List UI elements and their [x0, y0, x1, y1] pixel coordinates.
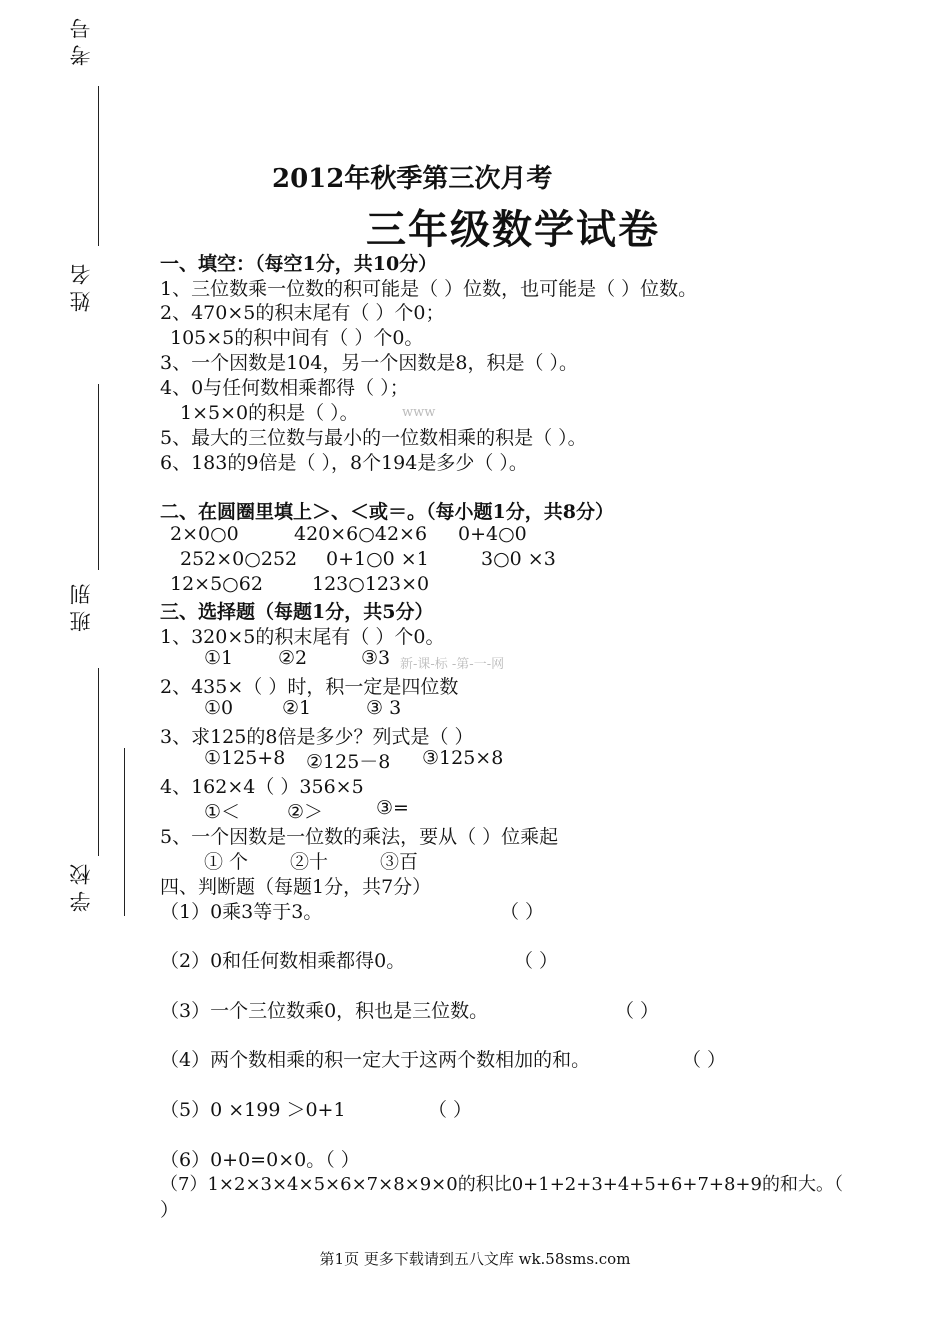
school-label: 学校 [69, 858, 93, 912]
s4-item-2-paren: （ ） [514, 950, 559, 972]
s1-line-3: 105×5的积中间有（ ）个0。 [170, 327, 424, 349]
section1-heading: 一、填空：（每空1分，共10分） [160, 253, 438, 275]
s3-q3-opt2: ②125－8 [306, 751, 391, 773]
s1-line-8: 6、183的9倍是（ ），8个194是多少（ ）。 [160, 452, 528, 474]
s4-item-2: （2）0和任何数相乘都得0。 [160, 950, 406, 972]
s3-q1-opt2: ②2 [278, 647, 308, 669]
s2-r3-c2: 123○123×0 [312, 573, 430, 595]
s4-item-5: （5）0 ×199 ＞0+1 [160, 1099, 346, 1121]
name-line [98, 384, 99, 570]
s3-q5-opt2: ②十 [290, 851, 329, 873]
s4-item-5-paren: （ ） [428, 1099, 473, 1121]
s3-q3-opt1: ①125+8 [204, 747, 286, 769]
s4-item-7-end: ） [160, 1199, 180, 1221]
s1-line-5: 4、0与任何数相乘都得（ ）； [160, 377, 409, 399]
s2-r3-c1: 12×5○62 [170, 573, 263, 595]
s3-q2-opt3: ③ 3 [366, 697, 402, 719]
exam-title: 2012年秋季第三次月考 [272, 164, 553, 194]
section2-heading: 二、在圆圈里填上＞、＜或＝。（每小题1分，共8分） [160, 501, 614, 523]
page-footer: 第1页 更多下载请到五八文库 wk.58sms.com [319, 1250, 631, 1268]
s3-q1-opt3: ③3 [361, 647, 391, 669]
watermark-www: www [402, 405, 436, 420]
s1-line-7: 5、最大的三位数与最小的一位数相乘的积是（ ）。 [160, 427, 587, 449]
s3-q2: 2、435×（ ）时，积一定是四位数 [160, 676, 459, 698]
s1-line-6: 1×5×0的积是（ ）。 [180, 402, 359, 424]
s1-line-4: 3、一个因数是104，另一个因数是8，积是（ ）。 [160, 352, 578, 374]
s3-q4: 4、162×4（ ）356×5 [160, 776, 364, 798]
s3-q5-opt3: ③百 [380, 851, 419, 873]
s2-r1-c2: 420×6○42×6 [294, 523, 428, 545]
s3-q4-opt3: ③= [376, 797, 409, 819]
s4-item-1: （1）0乘3等于3。 [160, 901, 323, 923]
margin-divider [124, 748, 125, 916]
s3-q5: 5、一个因数是一位数的乘法，要从（ ）位乘起 [160, 826, 559, 848]
s3-q4-opt2: ②＞ [287, 801, 324, 823]
s4-item-3: （3）一个三位数乘0，积也是三位数。 [160, 1000, 489, 1022]
paper-title: 三年级数学试卷 [366, 206, 660, 253]
s3-q2-opt1: ①0 [204, 697, 234, 719]
s4-item-1-paren: （ ） [500, 901, 545, 923]
s2-r2-c2: 0+1○0 ×1 [326, 548, 429, 570]
s1-line-2: 2、470×5的积末尾有（ ）个0； [160, 302, 445, 324]
class-line [98, 668, 99, 856]
watermark-xkb: 新-课-标 -第-一-网 [400, 657, 505, 672]
s1-line-1: 1、三位数乘一位数的积可能是（ ）位数，也可能是（ ）位数。 [160, 278, 698, 300]
section3-heading: 三、选择题（每题1分，共5分） [160, 601, 434, 623]
section4-heading: 四、判断题（每题1分，共7分） [160, 876, 432, 898]
s2-r2-c1: 252×0○252 [180, 548, 298, 570]
s4-item-3-paren: （ ） [615, 1000, 660, 1022]
exam-no-label: 考号 [69, 12, 93, 66]
s4-item-7: （7）1×2×3×4×5×6×7×8×9×0的积比0+1+2+3+4+5+6+7+8+9的和大。（ [160, 1174, 843, 1195]
s4-item-4-paren: （ ） [682, 1049, 727, 1071]
exam-no-line [98, 86, 99, 246]
s3-q3: 3、求125的8倍是多少？列式是（ ） [160, 726, 474, 748]
s3-q2-opt2: ②1 [282, 697, 312, 719]
s2-r1-c3: 0+4○0 [458, 523, 527, 545]
s2-r2-c3: 3○0 ×3 [481, 548, 556, 570]
s3-q4-opt1: ①＜ [204, 801, 241, 823]
s4-item-4: （4）两个数相乘的积一定大于这两个数相加的和。 [160, 1049, 591, 1071]
s3-q1-opt1: ①1 [204, 647, 234, 669]
s3-q3-opt3: ③125×8 [422, 747, 504, 769]
s3-q1: 1、320×5的积末尾有（ ）个0。 [160, 626, 445, 648]
name-label: 姓名 [69, 258, 93, 312]
s4-item-6: （6）0+0=0×0。（ ） [160, 1149, 360, 1171]
s2-r1-c1: 2×0○0 [170, 523, 239, 545]
s3-q5-opt1: ① 个 [204, 851, 249, 873]
class-label: 班别 [69, 578, 93, 632]
